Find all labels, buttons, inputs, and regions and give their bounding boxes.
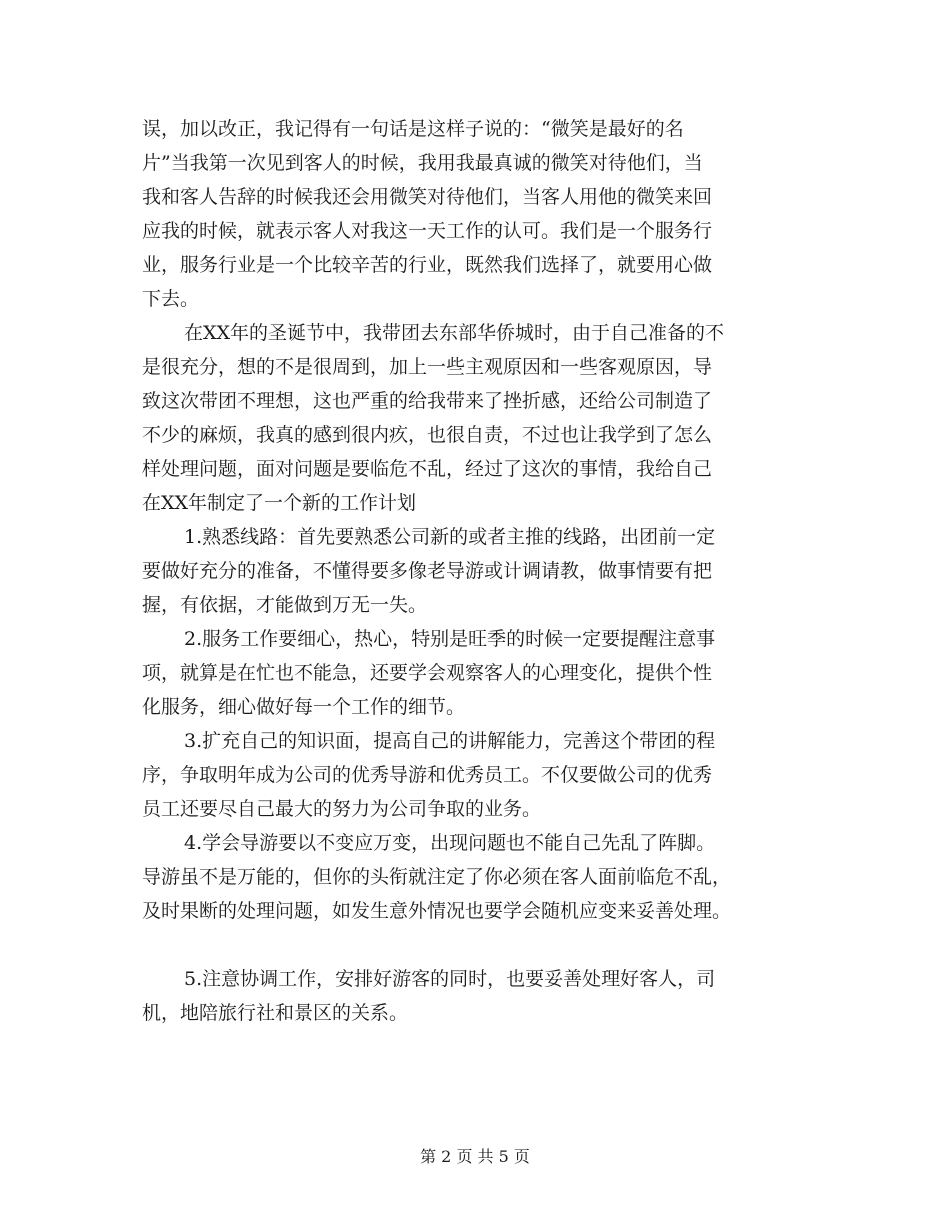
text-line: 化服务，细心做好每一个工作的细节。 (142, 696, 466, 718)
text-line: 应我的时候，就表示客人对我这一天工作的认可。我们是一个服务行 (142, 220, 713, 242)
text-line: 机，地陪旅行社和景区的关系。 (142, 1002, 409, 1024)
paragraph-gap (142, 928, 808, 962)
list-item-1-line: 1.熟悉线路：首先要熟悉公司新的或者主推的线路，出团前一定 (184, 526, 716, 548)
list-item-3-line: 3.扩充自己的知识面，提高自己的讲解能力，完善这个带团的程 (184, 730, 716, 752)
text-line: 及时果断的处理问题，如发生意外情况也要学会随机应变来妥善处理。 (142, 900, 732, 922)
page-number-footer: 第 2 页 共 5 页 (420, 1147, 530, 1166)
text-line: 握，有依据，才能做到万无一失。 (142, 594, 428, 616)
text-line: 致这次带团不理想，这也严重的给我带来了挫折感，还给公司制造了 (142, 390, 713, 412)
text-line: 样处理问题，面对问题是要临危不乱，经过了这次的事情，我给自己 (142, 458, 713, 480)
text-line: 不少的麻烦，我真的感到很内疚，也很自责，不过也让我学到了怎么 (142, 424, 713, 446)
document-body (142, 112, 808, 1030)
list-item-5-line: 5.注意协调工作，安排好游客的同时，也要妥善处理好客人，司 (184, 968, 716, 990)
text-line: 是很充分，想的不是很周到，加上一些主观原因和一些客观原因，导 (142, 356, 713, 378)
text-line: 序，争取明年成为公司的优秀导游和优秀员工。不仅要做公司的优秀 (142, 764, 713, 786)
text-line: 误，加以改正，我记得有一句话是这样子说的：“微笑是最好的名 (142, 118, 684, 140)
text-line: 片”当我第一次见到客人的时候，我用我最真诚的微笑对待他们，当 (142, 152, 703, 174)
text-line: 员工还要尽自己最大的努力为公司争取的业务。 (142, 798, 542, 820)
text-line: 下去。 (142, 288, 200, 310)
text-line: 业，服务行业是一个比较辛苦的行业，既然我们选择了，就要用心做 (142, 254, 713, 276)
text-line: 要做好充分的准备，不懂得要多像老导游或计调请教，做事情要有把 (142, 560, 713, 582)
text-line: 我和客人告辞的时候我还会用微笑对待他们，当客人用他的微笑来回 (142, 186, 713, 208)
text-line: 在XX年的圣诞节中，我带团去东部华侨城时，由于自己准备的不 (184, 322, 725, 344)
text-line: 在XX年制定了一个新的工作计划 (142, 492, 417, 514)
text-line: 项，就算是在忙也不能急，还要学会观察客人的心理变化，提供个性 (142, 662, 713, 684)
list-item-2-line: 2.服务工作要细心，热心，特别是旺季的时候一定要提醒注意事 (184, 628, 716, 650)
text-line: 导游虽不是万能的，但你的头衔就注定了你必须在客人面前临危不乱， (142, 866, 732, 888)
list-item-4-line: 4.学会导游要以不变应万变，出现问题也不能自己先乱了阵脚。 (184, 832, 716, 854)
